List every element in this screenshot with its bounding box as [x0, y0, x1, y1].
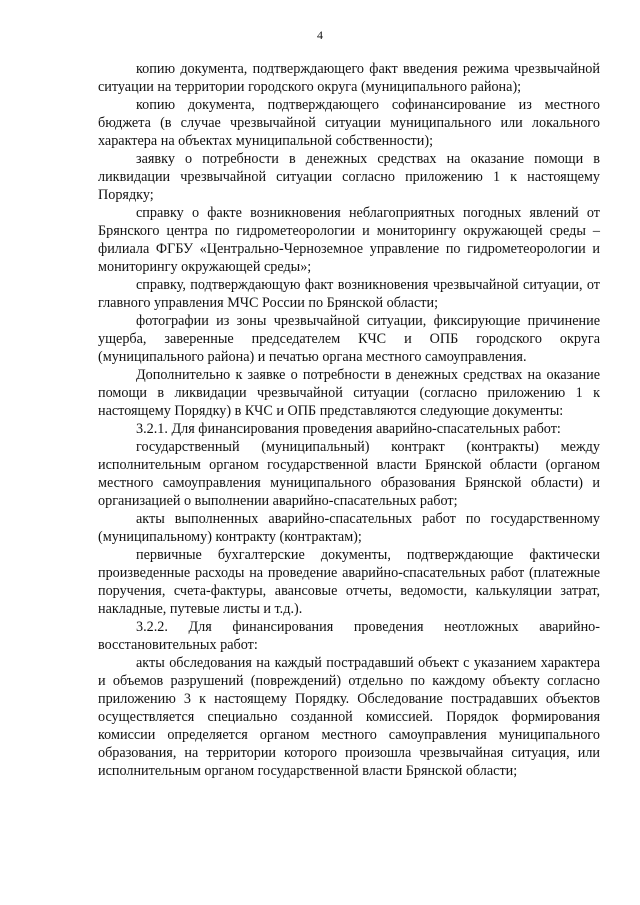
paragraph-cofinancing-copy: копию документа, подтверждающего софинансирование из местного бюджета (в случае чрезвычайной ситуации муниципального или локального характера на объектах муниципальной собственности);	[98, 97, 600, 149]
document-body	[98, 60, 600, 780]
paragraph-section-3-2-2: 3.2.2. Для финансирования проведения неотложных аварийно-восстановительных работ:	[98, 619, 600, 653]
paragraph-emergency-regime-copy: копию документа, подтверждающего факт введения режима чрезвычайной ситуации на территории городского округа (муниципального района);	[98, 61, 600, 95]
paragraph-weather-certificate: справку о факте возникновения неблагоприятных погодных явлений от Брянского центра по гидрометеорологии и мониторингу окружающей среды – филиала ФГБУ «Центрально-Черноземное управление по гидрометеорологии и мониторингу окружающей среды»;	[98, 205, 600, 275]
paragraph-inspection-acts: акты обследования на каждый пострадавший объект с указанием характера и объемов разрушений (повреждений) отдельно по каждому объекту согласно приложению 3 к настоящему Порядку. Обследование пострадавших объектов осуществляется специально созданной комиссией. Порядок формирования комиссии определяется органом местного самоуправления муниципального образования, на территории которого произошла чрезвычайная ситуация, или исполнительным органом государственной власти Брянской области;	[98, 655, 600, 779]
paragraph-completion-acts: акты выполненных аварийно-спасательных работ по государственному (муниципальному) контракту (контрактам);	[98, 511, 600, 545]
paragraph-photographs: фотографии из зоны чрезвычайной ситуации, фиксирующие причинение ущерба, заверенные председателем КЧС и ОПБ городского округа (муниципального района) и печатью органа местного самоуправления.	[98, 313, 600, 365]
paragraph-mchs-certificate: справку, подтверждающую факт возникновения чрезвычайной ситуации, от главного управления МЧС России по Брянской области;	[98, 277, 600, 311]
paragraph-funding-request: заявку о потребности в денежных средствах на оказание помощи в ликвидации чрезвычайной ситуации согласно приложению 1 к настоящему Порядку;	[98, 151, 600, 203]
paragraph-contract: государственный (муниципальный) контракт (контракты) между исполнительным органом государственной власти Брянской области (органом местного самоуправления муниципального образования Брянской области) и организацией о выполнении аварийно-спасательных работ;	[98, 439, 600, 509]
page-number: 4	[317, 28, 323, 42]
paragraph-accounting-documents: первичные бухгалтерские документы, подтверждающие фактически произведенные расходы на проведение аварийно-спасательных работ (платежные поручения, счета-фактуры, авансовые отчеты, ведомости, калькуляции затрат, накладные, путевые листы и т.д.).	[98, 547, 600, 617]
paragraph-section-3-2-1: 3.2.1. Для финансирования проведения аварийно-спасательных работ:	[136, 421, 561, 437]
paragraph-additional-documents: Дополнительно к заявке о потребности в денежных средствах на оказание помощи в ликвидации чрезвычайной ситуации (согласно приложению 1 к настоящему Порядку) в КЧС и ОПБ представляются следующие документы:	[98, 367, 600, 419]
